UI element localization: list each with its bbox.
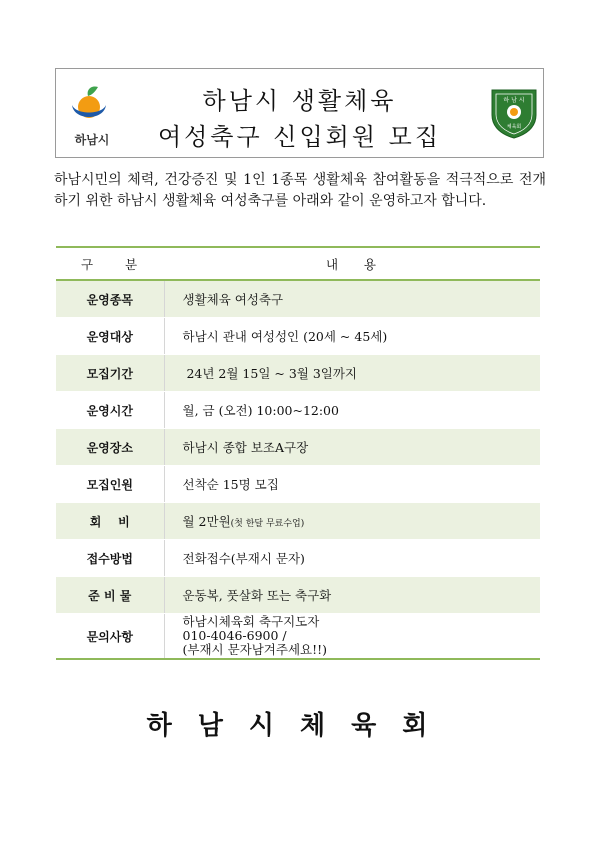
row-value: 24년 2월 15일 ~ 3월 3일까지 [164, 355, 540, 392]
contact-line: (부재시 문자남겨주세요!!) [182, 642, 328, 657]
row-value: 전화접수(부재시 문자) [164, 540, 540, 577]
row-value: 운동복, 풋살화 또는 축구화 [164, 577, 540, 614]
table-row [56, 577, 540, 614]
recruitment-info-table [56, 246, 540, 660]
organization-footer: 하남시체육회 [146, 711, 454, 741]
city-logo-text: 하남시 [74, 133, 110, 147]
row-value: 생활체육 여성축구 [164, 280, 540, 318]
intro-paragraph: 하남시민의 체력, 건강증진 및 1인 1종목 생활체육 참여활동을 적극적으로 전개하기 위한 하남시 생활체육 여성축구를 아래와 같이 운영하고자 합니다. [54, 172, 546, 209]
row-value-contact [164, 614, 540, 660]
table-header-row [56, 247, 540, 280]
fee-note: (첫 한달 무료수업) [230, 519, 305, 529]
emblem-top-text: 하 남 시 [503, 97, 525, 104]
header-category: 구 분 [56, 247, 164, 280]
table-row [56, 503, 540, 540]
sports-council-emblem [489, 87, 539, 139]
table-row [56, 355, 540, 392]
table-row [56, 614, 540, 660]
fee-amount: 월 2만원 [182, 514, 231, 529]
row-label: 문의사항 [56, 614, 164, 660]
row-label: 모집기간 [56, 355, 164, 392]
table-row [56, 318, 540, 355]
row-label: 접수방법 [56, 540, 164, 577]
row-label: 운영시간 [56, 392, 164, 429]
row-value: 선착순 15명 모집 [164, 466, 540, 503]
table-row [56, 392, 540, 429]
table-row [56, 540, 540, 577]
page-title-line1: 하남시 생활체육 [202, 87, 397, 115]
row-label: 운영대상 [56, 318, 164, 355]
contact-line: 하남시체육회 축구지도자 [182, 614, 320, 629]
row-value: 월, 금 (오전) 10:00~12:00 [164, 392, 540, 429]
row-label: 회 비 [56, 503, 164, 540]
row-label: 준 비 물 [56, 577, 164, 614]
shield-icon [489, 87, 539, 139]
table-row [56, 466, 540, 503]
header-content: 내 용 [164, 247, 540, 280]
row-value [164, 503, 540, 540]
row-value: 하남시 관내 여성성인 (20세 ~ 45세) [164, 318, 540, 355]
emblem-bottom-text: 체육회 [506, 124, 522, 130]
title-box [55, 68, 544, 158]
table-row [56, 280, 540, 318]
table-row [56, 429, 540, 466]
row-label: 운영장소 [56, 429, 164, 466]
row-value: 하남시 종합 보조A구장 [164, 429, 540, 466]
contact-phone: 010-4046-6900 / [182, 628, 287, 643]
row-label: 운영종목 [56, 280, 164, 318]
row-label: 모집인원 [56, 466, 164, 503]
page-title-line2: 여성축구 신입회원 모집 [157, 123, 442, 151]
